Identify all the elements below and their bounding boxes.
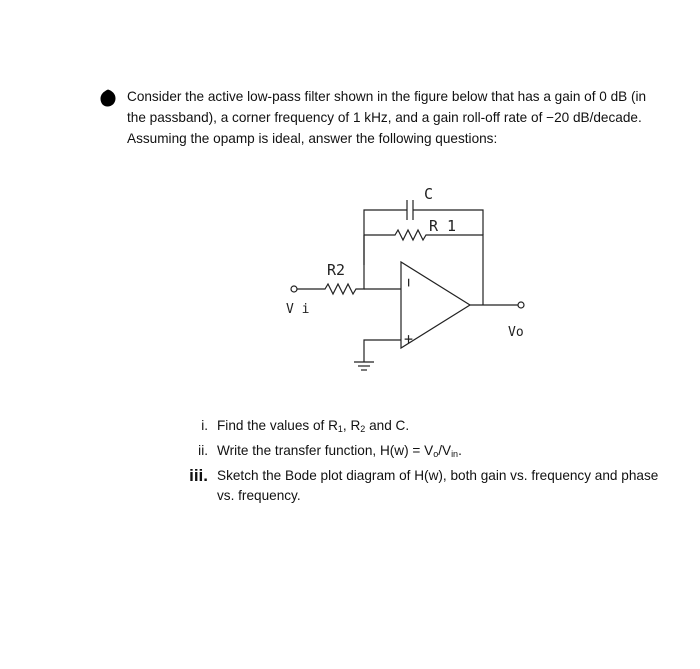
r1-branch bbox=[364, 230, 483, 305]
circuit-svg bbox=[270, 180, 550, 385]
question-text-line: vs. frequency. bbox=[217, 488, 301, 503]
intro-line: Assuming the opamp is ideal, answer the following questions: bbox=[127, 131, 498, 146]
question-number: i. bbox=[201, 418, 208, 433]
subscript: 1 bbox=[337, 424, 343, 434]
question-text-line: Sketch the Bode plot diagram of H(w), both gain vs. frequency and phase bbox=[217, 468, 659, 483]
capacitor-branch bbox=[364, 200, 483, 265]
noninverting-input-label: + bbox=[404, 330, 414, 348]
r1-label: R 1 bbox=[429, 217, 457, 235]
subscript: in bbox=[451, 449, 459, 459]
ground-branch bbox=[354, 340, 401, 370]
question-text: Write the transfer function, $H(w) = V_o/V_{in}$. bbox=[217, 443, 462, 459]
question-number: iii. bbox=[189, 466, 208, 485]
opamp bbox=[401, 262, 524, 348]
question-list bbox=[150, 416, 670, 508]
problem-statement bbox=[127, 86, 667, 149]
question-text: Find the values of $R_1$, $R_2$ and C. bbox=[217, 418, 410, 434]
capacitor-label: C bbox=[424, 185, 434, 203]
question-number: ii. bbox=[198, 443, 208, 458]
output-label: Vo bbox=[508, 325, 524, 340]
r2-branch bbox=[291, 235, 401, 294]
bullet-icon bbox=[100, 89, 116, 107]
question-item bbox=[150, 441, 670, 464]
intro-line: the passband), a corner frequency of 1 kHz, and a gain roll-off rate of −20 dB/decade. bbox=[127, 110, 642, 125]
circuit-diagram bbox=[270, 180, 550, 385]
r2-label: R2 bbox=[327, 261, 346, 279]
subscript: o bbox=[433, 449, 439, 459]
subscript: 2 bbox=[360, 424, 366, 434]
question-item bbox=[150, 466, 670, 506]
inverting-input-label: − bbox=[400, 278, 418, 288]
question-item bbox=[150, 416, 670, 439]
input-label: V i bbox=[286, 302, 310, 317]
intro-line: Consider the active low-pass filter shown in the figure below that has a gain of 0 dB (in bbox=[127, 89, 647, 104]
